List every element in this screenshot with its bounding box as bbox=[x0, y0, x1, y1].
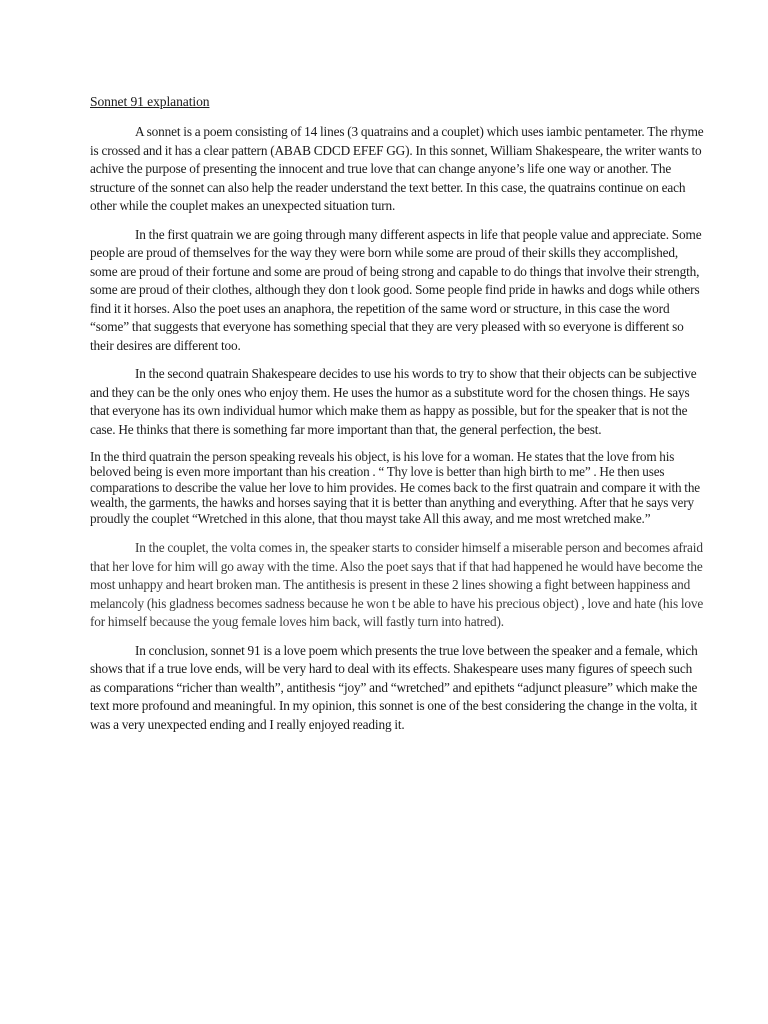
paragraph-intro: A sonnet is a poem consisting of 14 lines (3 quatrains and a couplet) which uses iambic pentameter. The rhyme is crossed and it has a clear pattern (ABAB CDCD EFEF GG). In this sonnet, William Shakespeare, the writer wants to achive the purpose of presenting the innocent and true love that can change anyone’s life one way or another. The structure of the sonnet can also help the reader understand the text better. In this case, the quatrains continue on each other while the couplet makes an unexpected situation turn. bbox=[90, 124, 704, 213]
document-body bbox=[90, 92, 704, 734]
paragraph-first-quatrain: In the first quatrain we are going through many different aspects in life that people value and appreciate. Some people are proud of themselves for the way they were born while some are proud of their skills they accomplished, some are proud of their fortune and some are proud of being strong and capable to do things that involve their strength, some are proud of their clothes, although they don t look good. Some people find pride in hawks and dogs while others find it it horses. Also the poet uses an anaphora, the repetition of the same word or structure, in this case the word “some” that suggests that everyone has something special that they are very pleased with so everyone is different so their desires are different too. bbox=[90, 226, 702, 353]
paragraph-conclusion: In conclusion, sonnet 91 is a love poem which presents the true love between the speaker and a female, which shows that if a true love ends, will be very hard to deal with its effects. Shakespeare uses many figures of speech such as comparations “richer than wealth”, antithesis “joy” and “wretched” and epithets “adjunct pleasure” which make the text more profound and meaningful. In my opinion, this sonnet is one of the best considering the change in the volta, it was a very unexpected ending and I really enjoyed reading it. bbox=[90, 642, 698, 732]
paragraph-second-quatrain: In the second quatrain Shakespeare decides to use his words to try to show that their objects can be subjective and they can be the only ones who enjoy them. He uses the humor as a substitute word for the chosen things. He says that everyone has its own individual humor which make them as happy as possible, but for the speaker that is not the case. He thinks that there is something far more important than that, the general perfection, the best. bbox=[90, 366, 697, 437]
paragraph-third-quatrain: In the third quatrain the person speaking reveals his object, is his love for a woman. He states that the love from his beloved being is even more important than his creation . “ Thy love is better than high birth to me” . He then uses comparations to describe the value her love to him provides. He comes back to the first quatrain and compare it with the wealth, the garments, the hawks and horses saying that it is better than anything and everything. After that he says very proudly the couplet “Wretched in this alone, that thou mayst take All this away, and me most wretched make.” bbox=[90, 449, 700, 526]
document-title: Sonnet 91 explanation bbox=[90, 94, 210, 109]
paragraph-couplet: In the couplet, the volta comes in, the speaker starts to consider himself a miserable person and becomes afraid that her love for him will go away with the time. Also the poet says that if that had happened he would have become the most unhappy and heart broken man. The antithesis is present in these 2 lines showing a fight between happiness and melancoly (his gladness becomes sadness because he won t be able to have his precious object) , love and hate (his love for himself because the youg female loves him back, will fastly turn into hatred). bbox=[90, 540, 704, 630]
